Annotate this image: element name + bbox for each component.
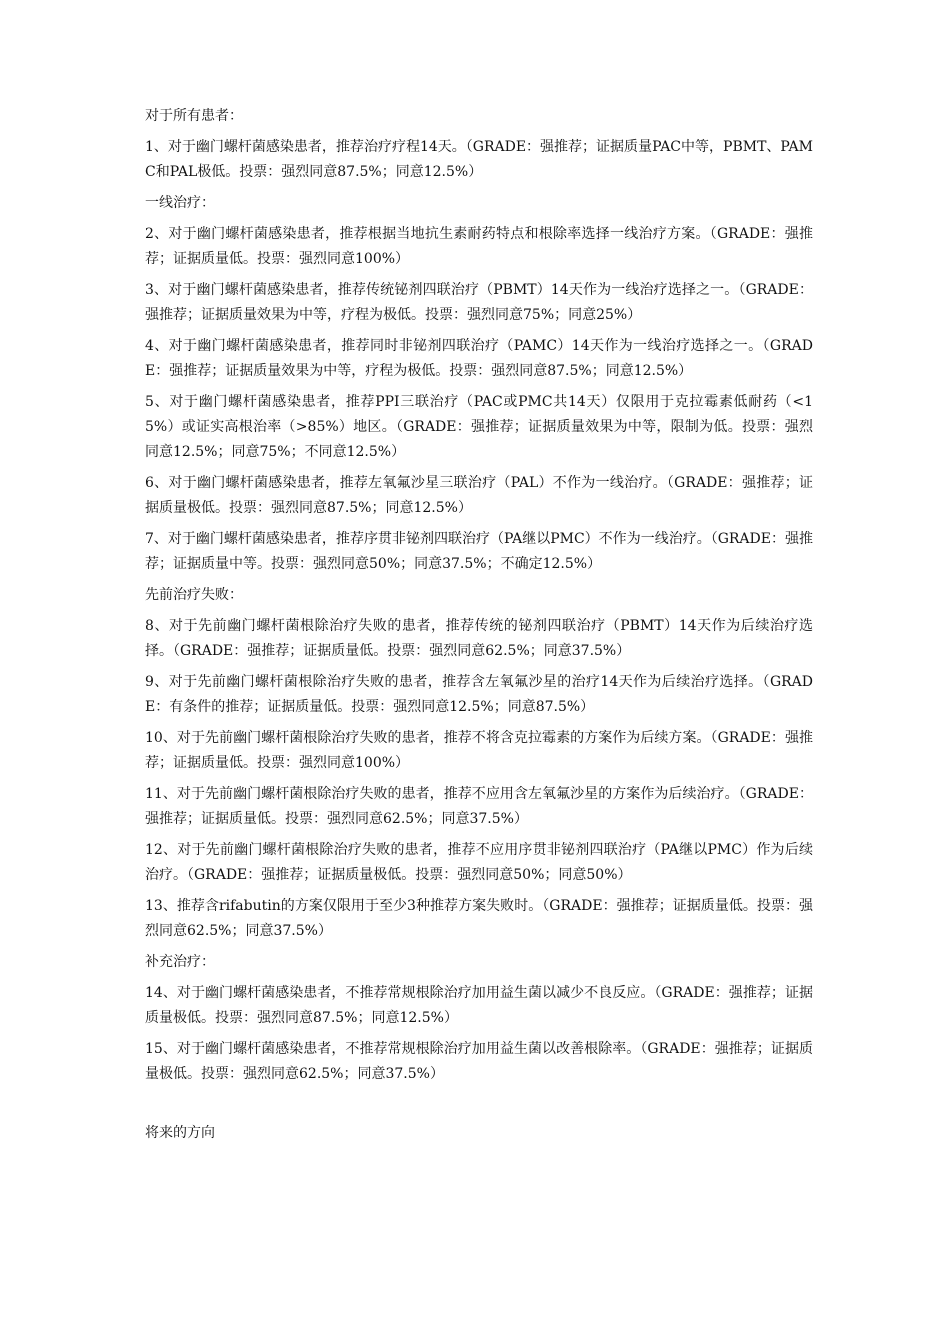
recommendation-6: 6、对于幽门螺杆菌感染患者，推荐左氧氟沙星三联治疗（PAL）不作为一线治疗。（GRADE：强推荐；证据质量极低。投票：强烈同意87.5%；同意12.5%） — [145, 475, 813, 516]
section-heading-supplementary: 补充治疗： — [145, 954, 215, 970]
recommendation-11: 11、对于先前幽门螺杆菌根除治疗失败的患者，推荐不应用含左氧氟沙星的方案作为后续治疗。（GRADE：强推荐；证据质量低。投票：强烈同意62.5%；同意37.5%） — [145, 786, 813, 827]
section-heading-prior-failure: 先前治疗失败： — [145, 587, 243, 603]
recommendation-2: 2、对于幽门螺杆菌感染患者，推荐根据当地抗生素耐药特点和根除率选择一线治疗方案。（GRADE：强推荐；证据质量低。投票：强烈同意100%） — [145, 226, 813, 267]
recommendation-14: 14、对于幽门螺杆菌感染患者，不推荐常规根除治疗加用益生菌以减少不良反应。（GRADE：强推荐；证据质量极低。投票：强烈同意87.5%；同意12.5%） — [145, 985, 813, 1026]
recommendation-12: 12、对于先前幽门螺杆菌根除治疗失败的患者，推荐不应用序贯非铋剂四联治疗（PA继以PMC）作为后续治疗。（GRADE：强推荐；证据质量极低。投票：强烈同意50%；同意50%） — [145, 842, 813, 883]
recommendation-8: 8、对于先前幽门螺杆菌根除治疗失败的患者，推荐传统的铋剂四联治疗（PBMT）14天作为后续治疗选择。（GRADE：强推荐；证据质量低。投票：强烈同意62.5%；同意37.5%） — [145, 618, 813, 659]
recommendation-4: 4、对于幽门螺杆菌感染患者，推荐同时非铋剂四联治疗（PAMC）14天作为一线治疗选择之一。（GRADE：强推荐；证据质量效果为中等，疗程为极低。投票：强烈同意87.5%；同意12.5%） — [145, 338, 813, 379]
section-heading-first-line: 一线治疗： — [145, 195, 215, 211]
recommendation-5: 5、对于幽门螺杆菌感染患者，推荐PPI三联治疗（PAC或PMC共14天）仅限用于克拉霉素低耐药（<15%）或证实高根治率（>85%）地区。（GRADE：强推荐；证据质量效果为中等，限制为低。投票：强烈同意12.5%；同意75%；不同意12.5%） — [145, 394, 813, 460]
recommendation-9: 9、对于先前幽门螺杆菌根除治疗失败的患者，推荐含左氧氟沙星的治疗14天作为后续治疗选择。（GRADE：有条件的推荐；证据质量低。投票：强烈同意12.5%；同意87.5%） — [145, 674, 813, 715]
recommendation-10: 10、对于先前幽门螺杆菌根除治疗失败的患者，推荐不将含克拉霉素的方案作为后续方案。（GRADE：强推荐；证据质量低。投票：强烈同意100%） — [145, 730, 813, 771]
recommendation-7: 7、对于幽门螺杆菌感染患者，推荐序贯非铋剂四联治疗（PA继以PMC）不作为一线治疗。（GRADE：强推荐；证据质量中等。投票：强烈同意50%；同意37.5%；不确定12.5%） — [145, 531, 813, 572]
recommendation-15: 15、对于幽门螺杆菌感染患者，不推荐常规根除治疗加用益生菌以改善根除率。（GRADE：强推荐；证据质量极低。投票：强烈同意62.5%；同意37.5%） — [145, 1041, 813, 1082]
recommendation-1: 1、对于幽门螺杆菌感染患者，推荐治疗疗程14天。（GRADE：强推荐；证据质量PAC中等，PBMT、PAMC和PAL极低。投票：强烈同意87.5%；同意12.5%） — [145, 139, 813, 180]
section-heading-all-patients: 对于所有患者： — [145, 108, 243, 124]
future-directions-heading: 将来的方向 — [145, 1125, 215, 1141]
document-page — [145, 104, 813, 1146]
recommendation-13: 13、推荐含rifabutin的方案仅限用于至少3种推荐方案失败时。（GRADE：强推荐；证据质量低。投票：强烈同意62.5%；同意37.5%） — [145, 898, 813, 939]
recommendation-3: 3、对于幽门螺杆菌感染患者，推荐传统铋剂四联治疗（PBMT）14天作为一线治疗选择之一。（GRADE：强推荐；证据质量效果为中等，疗程为极低。投票：强烈同意75%；同意25%） — [145, 282, 813, 323]
